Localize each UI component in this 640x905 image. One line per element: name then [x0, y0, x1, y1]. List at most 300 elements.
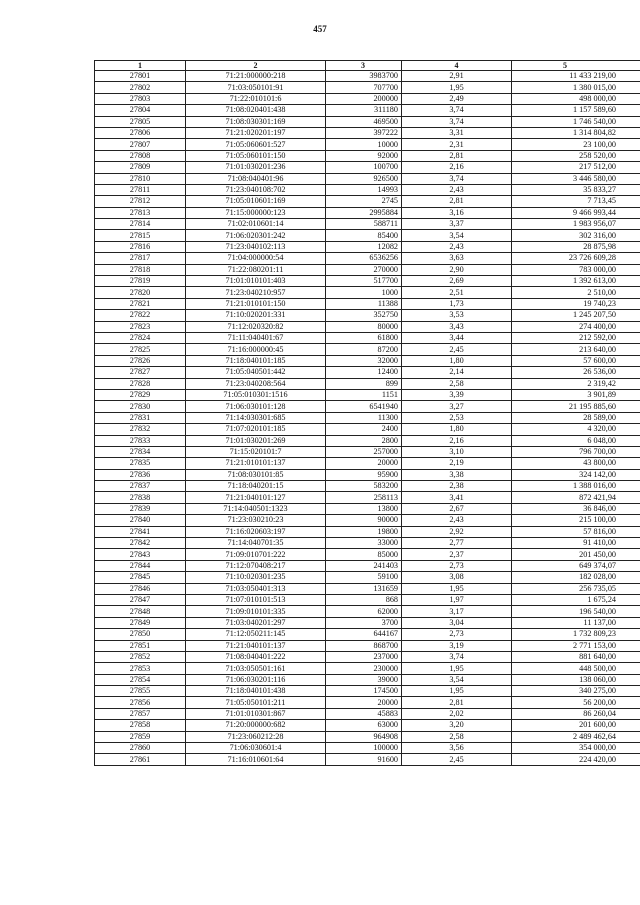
- value-cell: 1 675,24: [512, 594, 640, 605]
- row-number-cell: 27815: [95, 230, 186, 241]
- row-number-cell: 27831: [95, 412, 186, 423]
- column-header: 5: [512, 61, 640, 71]
- rate-cell: 3,56: [402, 743, 512, 754]
- area-cell: 868: [326, 594, 402, 605]
- column-header: 1: [95, 61, 186, 71]
- value-cell: 26 536,00: [512, 367, 640, 378]
- row-number-cell: 27852: [95, 651, 186, 662]
- table-row: [95, 424, 640, 435]
- area-cell: 45883: [326, 708, 402, 719]
- table-row: [95, 674, 640, 685]
- area-cell: 588711: [326, 219, 402, 230]
- register-table: [94, 60, 640, 766]
- table-row: [95, 503, 640, 514]
- area-cell: 397222: [326, 127, 402, 138]
- rate-cell: 3,74: [402, 105, 512, 116]
- column-header: 3: [326, 61, 402, 71]
- cadastral-number-cell: 71:21:010101:137: [186, 458, 326, 469]
- cadastral-number-cell: 71:16:000000:45: [186, 344, 326, 355]
- cadastral-number-cell: 71:06:020301:242: [186, 230, 326, 241]
- row-number-cell: 27826: [95, 355, 186, 366]
- table-row: [95, 458, 640, 469]
- table-row: [95, 560, 640, 571]
- area-cell: 2745: [326, 196, 402, 207]
- cadastral-number-cell: 71:03:050501:161: [186, 663, 326, 674]
- table-row: [95, 526, 640, 537]
- row-number-cell: 27819: [95, 276, 186, 287]
- value-cell: 2 489 462,64: [512, 731, 640, 742]
- area-cell: 100000: [326, 743, 402, 754]
- table-row: [95, 207, 640, 218]
- value-cell: 23 100,00: [512, 139, 640, 150]
- area-cell: 644167: [326, 629, 402, 640]
- value-cell: 201 450,00: [512, 549, 640, 560]
- value-cell: 11 137,00: [512, 617, 640, 628]
- value-cell: 213 640,00: [512, 344, 640, 355]
- table-row: [95, 572, 640, 583]
- value-cell: 256 735,05: [512, 583, 640, 594]
- row-number-cell: 27855: [95, 686, 186, 697]
- table-row: [95, 139, 640, 150]
- area-cell: 11300: [326, 412, 402, 423]
- value-cell: 28 875,98: [512, 241, 640, 252]
- area-cell: 11388: [326, 298, 402, 309]
- rate-cell: 3,54: [402, 230, 512, 241]
- cadastral-number-cell: 71:23:040102:113: [186, 241, 326, 252]
- cadastral-number-cell: 71:14:030301:685: [186, 412, 326, 423]
- rate-cell: 3,74: [402, 173, 512, 184]
- value-cell: 23 726 609,28: [512, 253, 640, 264]
- row-number-cell: 27821: [95, 298, 186, 309]
- cadastral-number-cell: 71:15:020101:7: [186, 446, 326, 457]
- cadastral-number-cell: 71:12:070408:217: [186, 560, 326, 571]
- value-cell: 1 392 613,00: [512, 276, 640, 287]
- table-row: [95, 196, 640, 207]
- area-cell: 91600: [326, 754, 402, 765]
- table-row: [95, 332, 640, 343]
- cadastral-number-cell: 71:06:030201:116: [186, 674, 326, 685]
- table-row: [95, 697, 640, 708]
- rate-cell: 1,95: [402, 82, 512, 93]
- row-number-cell: 27859: [95, 731, 186, 742]
- value-cell: 91 410,00: [512, 538, 640, 549]
- rate-cell: 3,39: [402, 389, 512, 400]
- area-cell: 92000: [326, 150, 402, 161]
- rate-cell: 2,58: [402, 378, 512, 389]
- value-cell: 201 600,00: [512, 720, 640, 731]
- rate-cell: 1,95: [402, 663, 512, 674]
- row-number-cell: 27844: [95, 560, 186, 571]
- row-number-cell: 27854: [95, 674, 186, 685]
- table-row: [95, 241, 640, 252]
- area-cell: 899: [326, 378, 402, 389]
- cadastral-number-cell: 71:05:010301:1516: [186, 389, 326, 400]
- row-number-cell: 27837: [95, 481, 186, 492]
- cadastral-number-cell: 71:21:000000:218: [186, 71, 326, 82]
- cadastral-number-cell: 71:05:040501:442: [186, 367, 326, 378]
- table-row: [95, 219, 640, 230]
- area-cell: 90000: [326, 515, 402, 526]
- cadastral-number-cell: 71:05:060601:527: [186, 139, 326, 150]
- table-row: [95, 743, 640, 754]
- row-number-cell: 27849: [95, 617, 186, 628]
- area-cell: 62000: [326, 606, 402, 617]
- area-cell: 868700: [326, 640, 402, 651]
- row-number-cell: 27860: [95, 743, 186, 754]
- value-cell: 138 060,00: [512, 674, 640, 685]
- table-row: [95, 321, 640, 332]
- header-row: [95, 61, 640, 71]
- row-number-cell: 27857: [95, 708, 186, 719]
- table-row: [95, 731, 640, 742]
- row-number-cell: 27856: [95, 697, 186, 708]
- cadastral-number-cell: 71:07:020101:185: [186, 424, 326, 435]
- row-number-cell: 27838: [95, 492, 186, 503]
- rate-cell: 2,16: [402, 162, 512, 173]
- cadastral-number-cell: 71:21:040101:137: [186, 640, 326, 651]
- value-cell: 57 816,00: [512, 526, 640, 537]
- area-cell: 230000: [326, 663, 402, 674]
- cadastral-number-cell: 71:09:010701:222: [186, 549, 326, 560]
- rate-cell: 3,27: [402, 401, 512, 412]
- area-cell: 926500: [326, 173, 402, 184]
- table-row: [95, 355, 640, 366]
- row-number-cell: 27835: [95, 458, 186, 469]
- area-cell: 10000: [326, 139, 402, 150]
- value-cell: 1 983 956,07: [512, 219, 640, 230]
- rate-cell: 2,92: [402, 526, 512, 537]
- value-cell: 2 771 153,00: [512, 640, 640, 651]
- table-row: [95, 401, 640, 412]
- table-row: [95, 162, 640, 173]
- rate-cell: 3,08: [402, 572, 512, 583]
- row-number-cell: 27848: [95, 606, 186, 617]
- area-cell: 100700: [326, 162, 402, 173]
- area-cell: 20000: [326, 458, 402, 469]
- rate-cell: 2,16: [402, 435, 512, 446]
- area-cell: 131659: [326, 583, 402, 594]
- cadastral-number-cell: 71:23:040108:702: [186, 184, 326, 195]
- row-number-cell: 27814: [95, 219, 186, 230]
- value-cell: 1 314 804,82: [512, 127, 640, 138]
- cadastral-number-cell: 71:21:020201:197: [186, 127, 326, 138]
- table-row: [95, 435, 640, 446]
- row-number-cell: 27839: [95, 503, 186, 514]
- value-cell: 872 421,94: [512, 492, 640, 503]
- rate-cell: 2,37: [402, 549, 512, 560]
- cadastral-number-cell: 71:23:040210:957: [186, 287, 326, 298]
- table-row: [95, 71, 640, 82]
- rate-cell: 2,69: [402, 276, 512, 287]
- area-cell: 19800: [326, 526, 402, 537]
- area-cell: 59100: [326, 572, 402, 583]
- cadastral-number-cell: 71:20:000000:682: [186, 720, 326, 731]
- cadastral-number-cell: 71:03:040201:297: [186, 617, 326, 628]
- table-row: [95, 515, 640, 526]
- cadastral-number-cell: 71:14:040701:35: [186, 538, 326, 549]
- row-number-cell: 27804: [95, 105, 186, 116]
- value-cell: 448 500,00: [512, 663, 640, 674]
- cadastral-number-cell: 71:03:050101:91: [186, 82, 326, 93]
- table-row: [95, 446, 640, 457]
- row-number-cell: 27861: [95, 754, 186, 765]
- rate-cell: 2,53: [402, 412, 512, 423]
- row-number-cell: 27833: [95, 435, 186, 446]
- value-cell: 4 320,00: [512, 424, 640, 435]
- cadastral-number-cell: 71:15:000000:123: [186, 207, 326, 218]
- area-cell: 95900: [326, 469, 402, 480]
- cadastral-number-cell: 71:18:040101:438: [186, 686, 326, 697]
- rate-cell: 1,95: [402, 583, 512, 594]
- cadastral-number-cell: 71:18:040101:185: [186, 355, 326, 366]
- value-cell: 43 800,00: [512, 458, 640, 469]
- value-cell: 212 592,00: [512, 332, 640, 343]
- value-cell: 217 512,00: [512, 162, 640, 173]
- row-number-cell: 27807: [95, 139, 186, 150]
- row-number-cell: 27830: [95, 401, 186, 412]
- table-row: [95, 389, 640, 400]
- cadastral-number-cell: 71:22:080201:11: [186, 264, 326, 275]
- cadastral-number-cell: 71:05:060101:150: [186, 150, 326, 161]
- rate-cell: 2,58: [402, 731, 512, 742]
- table-row: [95, 173, 640, 184]
- cadastral-number-cell: 71:01:010101:403: [186, 276, 326, 287]
- rate-cell: 3,16: [402, 207, 512, 218]
- cadastral-number-cell: 71:08:030101:85: [186, 469, 326, 480]
- rate-cell: 2,45: [402, 344, 512, 355]
- rate-cell: 1,80: [402, 424, 512, 435]
- rate-cell: 3,44: [402, 332, 512, 343]
- value-cell: 1 157 589,60: [512, 105, 640, 116]
- rate-cell: 2,73: [402, 629, 512, 640]
- row-number-cell: 27818: [95, 264, 186, 275]
- area-cell: 200000: [326, 93, 402, 104]
- rate-cell: 3,53: [402, 310, 512, 321]
- row-number-cell: 27832: [95, 424, 186, 435]
- cadastral-number-cell: 71:06:030601:4: [186, 743, 326, 754]
- area-cell: 174500: [326, 686, 402, 697]
- cadastral-number-cell: 71:04:000000:54: [186, 253, 326, 264]
- row-number-cell: 27810: [95, 173, 186, 184]
- area-cell: 87200: [326, 344, 402, 355]
- area-cell: 237000: [326, 651, 402, 662]
- cadastral-number-cell: 71:01:030201:236: [186, 162, 326, 173]
- cadastral-number-cell: 71:10:020301:235: [186, 572, 326, 583]
- table-row: [95, 492, 640, 503]
- rate-cell: 1,97: [402, 594, 512, 605]
- table-row: [95, 686, 640, 697]
- table-row: [95, 310, 640, 321]
- table-row: [95, 640, 640, 651]
- area-cell: 39000: [326, 674, 402, 685]
- area-cell: 3700: [326, 617, 402, 628]
- value-cell: 274 400,00: [512, 321, 640, 332]
- rate-cell: 3,10: [402, 446, 512, 457]
- cadastral-number-cell: 71:06:030101:128: [186, 401, 326, 412]
- value-cell: 796 700,00: [512, 446, 640, 457]
- rate-cell: 2,14: [402, 367, 512, 378]
- cadastral-number-cell: 71:21:010101:150: [186, 298, 326, 309]
- table-row: [95, 538, 640, 549]
- table-row: [95, 116, 640, 127]
- cadastral-number-cell: 71:07:010101:513: [186, 594, 326, 605]
- area-cell: 33000: [326, 538, 402, 549]
- area-cell: 517700: [326, 276, 402, 287]
- row-number-cell: 27823: [95, 321, 186, 332]
- table-row: [95, 105, 640, 116]
- row-number-cell: 27824: [95, 332, 186, 343]
- table-row: [95, 412, 640, 423]
- cadastral-number-cell: 71:01:030201:269: [186, 435, 326, 446]
- row-number-cell: 27853: [95, 663, 186, 674]
- area-cell: 32000: [326, 355, 402, 366]
- area-cell: 964908: [326, 731, 402, 742]
- area-cell: 80000: [326, 321, 402, 332]
- value-cell: 3 446 580,00: [512, 173, 640, 184]
- table-row: [95, 481, 640, 492]
- cadastral-number-cell: 71:23:040208:564: [186, 378, 326, 389]
- rate-cell: 3,17: [402, 606, 512, 617]
- rate-cell: 1,73: [402, 298, 512, 309]
- table-row: [95, 264, 640, 275]
- rate-cell: 2,43: [402, 515, 512, 526]
- value-cell: 1 732 809,23: [512, 629, 640, 640]
- area-cell: 241403: [326, 560, 402, 571]
- cadastral-number-cell: 71:10:020201:331: [186, 310, 326, 321]
- cadastral-number-cell: 71:16:010601:64: [186, 754, 326, 765]
- area-cell: 61800: [326, 332, 402, 343]
- row-number-cell: 27828: [95, 378, 186, 389]
- row-number-cell: 27805: [95, 116, 186, 127]
- rate-cell: 3,37: [402, 219, 512, 230]
- value-cell: 182 028,00: [512, 572, 640, 583]
- rate-cell: 3,43: [402, 321, 512, 332]
- value-cell: 6 048,00: [512, 435, 640, 446]
- rate-cell: 2,43: [402, 184, 512, 195]
- rate-cell: 2,02: [402, 708, 512, 719]
- cadastral-number-cell: 71:01:010301:867: [186, 708, 326, 719]
- row-number-cell: 27842: [95, 538, 186, 549]
- area-cell: 583200: [326, 481, 402, 492]
- page-number: 457: [313, 24, 327, 34]
- value-cell: 258 520,00: [512, 150, 640, 161]
- value-cell: 1 245 207,50: [512, 310, 640, 321]
- cadastral-number-cell: 71:08:040401:96: [186, 173, 326, 184]
- area-cell: 3983700: [326, 71, 402, 82]
- area-cell: 2400: [326, 424, 402, 435]
- row-number-cell: 27802: [95, 82, 186, 93]
- value-cell: 2 319,42: [512, 378, 640, 389]
- table-row: [95, 230, 640, 241]
- area-cell: 2995884: [326, 207, 402, 218]
- table-row: [95, 594, 640, 605]
- value-cell: 56 200,00: [512, 697, 640, 708]
- row-number-cell: 27847: [95, 594, 186, 605]
- value-cell: 215 100,00: [512, 515, 640, 526]
- rate-cell: 2,73: [402, 560, 512, 571]
- cadastral-number-cell: 71:12:020320:82: [186, 321, 326, 332]
- rate-cell: 3,63: [402, 253, 512, 264]
- row-number-cell: 27850: [95, 629, 186, 640]
- table-row: [95, 150, 640, 161]
- value-cell: 354 000,00: [512, 743, 640, 754]
- rate-cell: 3,74: [402, 116, 512, 127]
- row-number-cell: 27817: [95, 253, 186, 264]
- rate-cell: 2,67: [402, 503, 512, 514]
- value-cell: 35 833,27: [512, 184, 640, 195]
- rate-cell: 2,45: [402, 754, 512, 765]
- rate-cell: 3,38: [402, 469, 512, 480]
- row-number-cell: 27822: [95, 310, 186, 321]
- table-row: [95, 253, 640, 264]
- value-cell: 19 740,23: [512, 298, 640, 309]
- rate-cell: 3,04: [402, 617, 512, 628]
- row-number-cell: 27820: [95, 287, 186, 298]
- table-row: [95, 754, 640, 765]
- area-cell: 85400: [326, 230, 402, 241]
- value-cell: 324 142,00: [512, 469, 640, 480]
- table-row: [95, 127, 640, 138]
- row-number-cell: 27858: [95, 720, 186, 731]
- row-number-cell: 27845: [95, 572, 186, 583]
- value-cell: 9 466 993,44: [512, 207, 640, 218]
- rate-cell: 2,38: [402, 481, 512, 492]
- area-cell: 352750: [326, 310, 402, 321]
- cadastral-number-cell: 71:08:040401:222: [186, 651, 326, 662]
- area-cell: 258113: [326, 492, 402, 503]
- rate-cell: 3,74: [402, 651, 512, 662]
- area-cell: 12400: [326, 367, 402, 378]
- cadastral-number-cell: 71:08:030301:169: [186, 116, 326, 127]
- table-row: [95, 378, 640, 389]
- value-cell: 196 540,00: [512, 606, 640, 617]
- area-cell: 257000: [326, 446, 402, 457]
- area-cell: 63000: [326, 720, 402, 731]
- rate-cell: 2,90: [402, 264, 512, 275]
- rate-cell: 1,95: [402, 686, 512, 697]
- rate-cell: 3,31: [402, 127, 512, 138]
- row-number-cell: 27829: [95, 389, 186, 400]
- table-row: [95, 344, 640, 355]
- value-cell: 649 374,07: [512, 560, 640, 571]
- cadastral-number-cell: 71:22:010101:6: [186, 93, 326, 104]
- row-number-cell: 27801: [95, 71, 186, 82]
- table-row: [95, 184, 640, 195]
- value-cell: 498 000,00: [512, 93, 640, 104]
- rate-cell: 2,49: [402, 93, 512, 104]
- value-cell: 57 600,00: [512, 355, 640, 366]
- cadastral-number-cell: 71:03:050401:313: [186, 583, 326, 594]
- rate-cell: 2,43: [402, 241, 512, 252]
- rate-cell: 3,54: [402, 674, 512, 685]
- area-cell: 1000: [326, 287, 402, 298]
- rate-cell: 3,20: [402, 720, 512, 731]
- table-row: [95, 720, 640, 731]
- area-cell: 707700: [326, 82, 402, 93]
- table-row: [95, 617, 640, 628]
- row-number-cell: 27811: [95, 184, 186, 195]
- cadastral-number-cell: 71:11:040401:67: [186, 332, 326, 343]
- row-number-cell: 27806: [95, 127, 186, 138]
- rate-cell: 1,80: [402, 355, 512, 366]
- area-cell: 6541940: [326, 401, 402, 412]
- value-cell: 21 195 885,60: [512, 401, 640, 412]
- value-cell: 28 589,00: [512, 412, 640, 423]
- value-cell: 86 260,04: [512, 708, 640, 719]
- cadastral-number-cell: 71:09:010101:335: [186, 606, 326, 617]
- row-number-cell: 27825: [95, 344, 186, 355]
- value-cell: 1 380 015,00: [512, 82, 640, 93]
